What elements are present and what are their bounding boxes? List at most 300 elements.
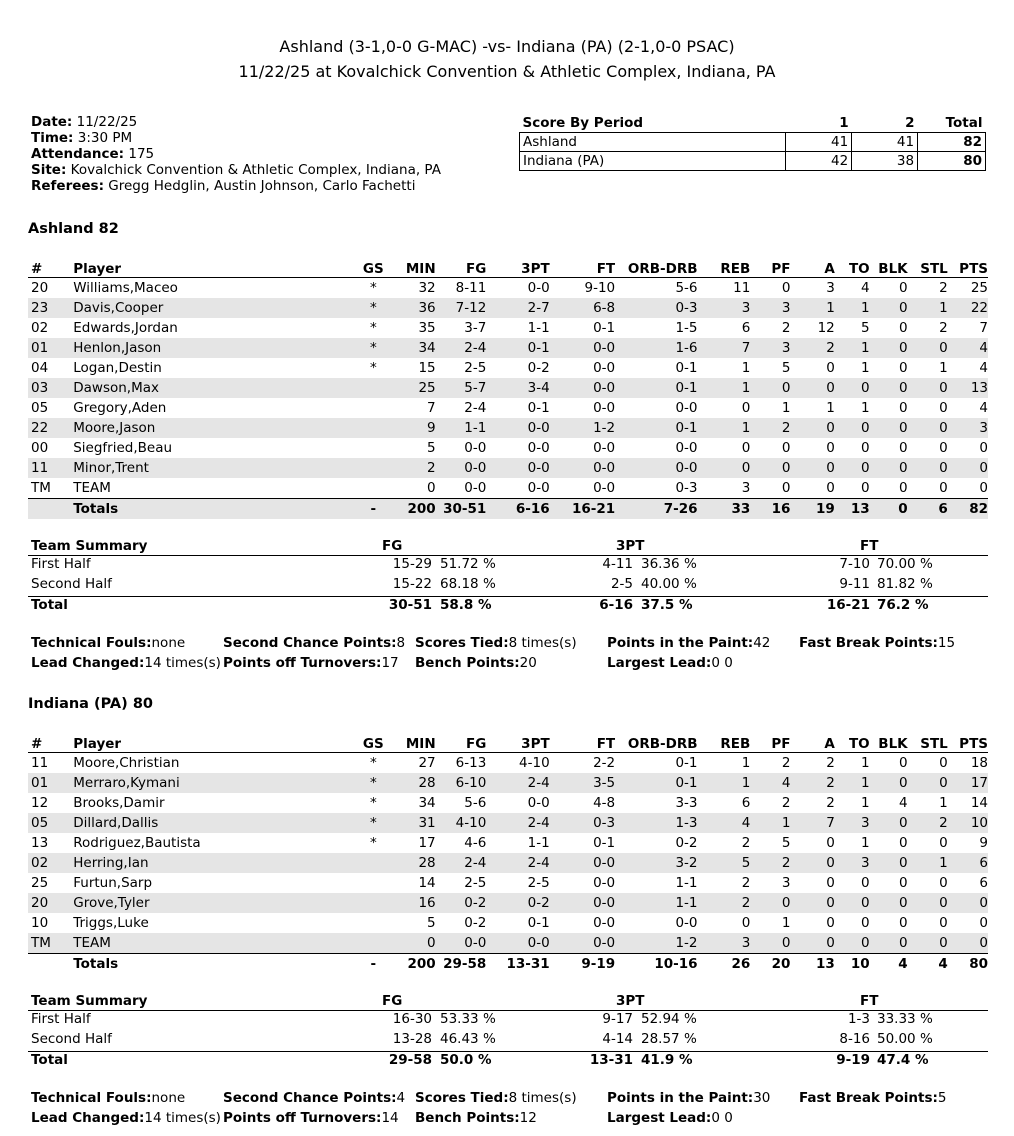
stat-cell: 4 (861, 280, 870, 296)
player-row (28, 458, 988, 478)
totals-cell: - (355, 954, 391, 975)
summary-fg: 16-30 (392, 1011, 432, 1027)
summary-fg: 30-51 (388, 597, 432, 613)
stat-cell: TEAM (73, 480, 111, 496)
stat-cell: Logan,Destin (73, 360, 162, 376)
stat-cell: 1 (939, 360, 948, 376)
player-row (28, 398, 988, 418)
stat-cell: 0-0 (486, 458, 549, 478)
fact-paint: Points in the Paint: 42 (607, 635, 771, 651)
column-header: REB (698, 260, 751, 278)
box-score-header (28, 735, 988, 753)
stat-cell: 01 (28, 338, 70, 358)
totals-row (28, 499, 988, 520)
stat-cell: 13 (31, 835, 49, 851)
stat-cell: 1 (781, 400, 791, 416)
summary-ft-pct: 47.4 % (877, 1052, 929, 1068)
stat-cell: 4 (979, 400, 988, 416)
stat-cell: 6 (741, 795, 751, 811)
stat-cell: 1 (861, 835, 870, 851)
stat-cell: 0-2 (675, 835, 698, 851)
column-header: A (790, 735, 834, 753)
stat-cell: 13 (948, 378, 988, 398)
stat-cell: 2-4 (486, 773, 549, 793)
stat-cell: 0 (750, 893, 790, 913)
stat-cell: 0-0 (527, 440, 550, 456)
summary-total-row (28, 1051, 988, 1072)
stat-cell: * (369, 755, 377, 771)
summary-3pt-pct: 40.00 % (641, 576, 697, 592)
fact-bench: Bench Points: 20 (415, 655, 537, 671)
stat-cell: 2-5 (527, 875, 550, 891)
column-header: PTS (948, 735, 988, 753)
column-header: FG (436, 260, 487, 278)
stat-cell: 1-1 (436, 418, 487, 438)
summary-fg: 13-28 (392, 1031, 432, 1047)
stat-cell: 0 (908, 773, 948, 793)
stat-cell: 28 (391, 853, 435, 873)
stat-cell: 1 (908, 853, 948, 873)
stat-cell: 3 (835, 813, 870, 833)
totals-cell: Totals (70, 954, 355, 975)
totals-cell: 6-16 (486, 499, 549, 520)
team-heading-ashland: Ashland 82 (28, 221, 119, 237)
summary-half-row (28, 1031, 988, 1051)
team-summary-indiana (28, 993, 988, 1072)
stat-cell: 0-1 (486, 338, 549, 358)
summary-fg-pct: 58.8 % (440, 597, 492, 613)
stat-cell: 0 (870, 893, 908, 913)
stat-cell: 2 (750, 853, 790, 873)
stat-cell: 1-2 (615, 933, 697, 954)
stat-cell: 1 (861, 400, 870, 416)
stat-cell: 32 (418, 280, 436, 296)
stat-cell: 5 (861, 320, 870, 336)
fact-second-chance: Second Chance Points: 8 (223, 635, 406, 651)
stat-cell: * (369, 795, 377, 811)
player-row (28, 278, 988, 299)
stat-cell: 3 (750, 298, 790, 318)
column-header: TO (835, 260, 870, 278)
totals-cell: 9-19 (550, 954, 615, 975)
stat-cell: 0 (908, 378, 948, 398)
column-header: Player (70, 260, 355, 278)
stat-cell: 6-8 (550, 298, 615, 318)
summary-3pt: 4-11 (602, 556, 633, 572)
totals-cell: 10 (835, 954, 870, 975)
stat-cell: 2 (826, 795, 835, 811)
stat-cell: 28 (391, 773, 435, 793)
stat-cell: 0 (741, 400, 751, 416)
stat-cell: 25 (391, 378, 435, 398)
player-row (28, 793, 988, 813)
summary-fg-header: FG (382, 538, 403, 554)
column-header: ORB-DRB (615, 260, 697, 278)
stat-cell: 5-6 (464, 795, 487, 811)
stat-cell: 3-7 (464, 320, 487, 336)
stat-cell: Herring,Ian (70, 853, 355, 873)
column-header: Player (70, 735, 355, 753)
summary-ft-pct: 76.2 % (877, 597, 929, 613)
stat-cell: 0-0 (436, 458, 487, 478)
totals-cell: 16-21 (550, 499, 615, 520)
stat-cell: 2 (790, 773, 834, 793)
summary-ft-pct: 33.33 % (877, 1011, 933, 1027)
stat-cell: 2 (908, 813, 948, 833)
totals-cell: 16 (750, 499, 790, 520)
player-row (28, 913, 988, 933)
stat-cell (355, 853, 391, 873)
player-row (28, 753, 988, 774)
summary-fg-pct: 68.18 % (440, 576, 496, 592)
stat-cell: 0-3 (615, 298, 697, 318)
summary-label: Second Half (31, 576, 112, 592)
stat-cell: 0 (861, 875, 870, 891)
player-row (28, 833, 988, 853)
stat-cell: 14 (970, 795, 988, 811)
summary-half-row (28, 1011, 988, 1031)
stat-cell: 3-5 (550, 773, 615, 793)
stat-cell: 1-1 (527, 320, 550, 336)
column-header: GS (355, 260, 391, 278)
stat-cell: 0-0 (486, 418, 549, 438)
column-header: BLK (870, 260, 908, 278)
stat-cell: TM (31, 480, 51, 496)
column-header: ORB-DRB (615, 735, 697, 753)
stat-cell: 02 (28, 853, 70, 873)
column-header: BLK (870, 735, 908, 753)
stat-cell: 0 (939, 875, 948, 891)
stat-cell: Davis,Cooper (70, 298, 355, 318)
stat-cell: 0 (908, 418, 948, 438)
stat-cell: 0-1 (615, 378, 697, 398)
stat-cell: 0 (899, 835, 908, 851)
totals-cell: 30-51 (436, 499, 487, 520)
stat-cell: 6-13 (455, 755, 487, 771)
stat-cell: 02 (31, 320, 49, 336)
stat-cell: 27 (418, 755, 436, 771)
totals-cell: 0 (870, 499, 908, 520)
stat-cell (355, 438, 391, 458)
stat-cell: 0-0 (436, 933, 487, 954)
stat-cell: 16 (391, 893, 435, 913)
summary-ft-pct: 50.00 % (877, 1031, 933, 1047)
box-score-header (28, 260, 988, 278)
player-row (28, 873, 988, 893)
totals-cell: 20 (750, 954, 790, 975)
column-header: FG (436, 735, 487, 753)
stat-cell: 0 (861, 915, 870, 931)
totals-cell: 33 (698, 499, 751, 520)
stat-cell: 7 (790, 813, 834, 833)
player-row (28, 853, 988, 873)
stat-cell: 03 (28, 378, 70, 398)
stat-cell: 1 (835, 338, 870, 358)
fact-fast-break: Fast Break Points: 15 (799, 635, 956, 651)
summary-fg-pct: 50.0 % (440, 1052, 492, 1068)
stat-cell: 0 (750, 458, 790, 478)
stat-cell: 2 (741, 875, 751, 891)
stat-cell: 0 (750, 933, 790, 954)
summary-3pt-header: 3PT (616, 538, 645, 554)
stat-cell: 22 (948, 298, 988, 318)
stat-cell: 0 (870, 298, 908, 318)
stat-cell: 2-4 (486, 813, 549, 833)
stat-cell: 0 (790, 378, 834, 398)
totals-cell: 4 (870, 954, 908, 975)
stat-cell: 1 (741, 755, 751, 771)
totals-cell: - (355, 499, 391, 520)
player-row (28, 438, 988, 458)
column-header: 3PT (486, 260, 549, 278)
stat-cell: 0 (826, 360, 835, 376)
game-subtitle: 11/22/25 at Kovalchick Convention & Athletic Complex, Indiana, PA (238, 62, 776, 81)
fact-technical-fouls: Technical Fouls: none (31, 1090, 186, 1106)
stat-cell: 1-1 (615, 893, 697, 913)
summary-ft: 9-19 (836, 1052, 870, 1068)
stat-cell: 0 (741, 440, 751, 456)
fact-lead-changed: Lead Changed: 14 times(s) (31, 655, 221, 671)
stat-cell: 0-0 (675, 400, 698, 416)
stat-cell: 15 (418, 360, 436, 376)
stat-cell: 0-0 (527, 280, 550, 296)
stat-cell: 4 (899, 795, 908, 811)
column-header: 3PT (486, 735, 549, 753)
column-header: STL (908, 260, 948, 278)
stat-cell: * (355, 338, 391, 358)
column-header: TO (835, 735, 870, 753)
stat-cell: 7 (979, 320, 988, 336)
stat-cell: 1 (790, 298, 834, 318)
stat-cell: 5 (781, 835, 791, 851)
fact-bench: Bench Points: 12 (415, 1110, 537, 1126)
stat-cell: 0 (835, 458, 870, 478)
stat-cell: Gregory,Aden (73, 400, 167, 416)
stat-cell: 1-3 (615, 813, 697, 833)
player-row (28, 378, 988, 398)
stat-cell: 0-3 (550, 813, 615, 833)
fact-scores-tied: Scores Tied: 8 times(s) (415, 1090, 577, 1106)
stat-cell: 1 (741, 360, 751, 376)
stat-cell: 0 (939, 480, 948, 496)
stat-cell (355, 478, 391, 499)
summary-ft: 16-21 (826, 597, 870, 613)
summary-label: First Half (31, 1011, 91, 1027)
stat-cell: 5 (427, 440, 436, 456)
column-header: MIN (391, 260, 435, 278)
summary-3pt-pct: 36.36 % (641, 556, 697, 572)
stat-cell: 0-0 (675, 440, 698, 456)
stat-cell: 0-0 (550, 853, 615, 873)
stat-cell: TEAM (70, 933, 355, 954)
stat-cell: 0 (939, 915, 948, 931)
stat-cell: 0 (899, 755, 908, 771)
summary-label: First Half (31, 556, 91, 572)
stat-cell: 4-10 (436, 813, 487, 833)
column-header: PF (750, 735, 790, 753)
player-row (28, 933, 988, 954)
stat-cell: 0-0 (593, 480, 616, 496)
stat-cell: 0 (908, 933, 948, 954)
column-header: PTS (948, 260, 988, 278)
stat-cell: 0-0 (593, 875, 616, 891)
stat-cell: Moore,Christian (73, 755, 180, 771)
summary-ft: 7-10 (839, 556, 870, 572)
stat-cell: 8-11 (455, 280, 487, 296)
stat-cell (355, 893, 391, 913)
fact-scores-tied: Scores Tied: 8 times(s) (415, 635, 577, 651)
stat-cell: 1 (781, 915, 791, 931)
stat-cell: 0 (908, 893, 948, 913)
stat-cell: 1 (835, 773, 870, 793)
totals-cell: 82 (948, 499, 988, 520)
stat-cell: 0 (899, 360, 908, 376)
summary-ft-header: FT (860, 993, 879, 1009)
stat-cell: 34 (391, 338, 435, 358)
score-by-period-title: Score By Period (520, 114, 786, 133)
column-header: MIN (391, 735, 435, 753)
stat-cell: 05 (31, 400, 49, 416)
stat-cell: 0 (939, 755, 948, 771)
stat-cell: 0-1 (615, 418, 697, 438)
column-header: # (28, 735, 70, 753)
stat-cell: 0 (899, 480, 908, 496)
column-header: GS (355, 735, 391, 753)
stat-cell: * (369, 360, 377, 376)
stat-cell: 0 (790, 458, 834, 478)
game-title: Ashland (3-1,0-0 G-MAC) -vs- Indiana (PA) (2-1,0-0 PSAC) (279, 37, 735, 56)
stat-cell: * (355, 298, 391, 318)
stat-cell: 12 (31, 795, 49, 811)
column-header: A (790, 260, 834, 278)
stat-cell (355, 378, 391, 398)
stat-cell: 3 (835, 853, 870, 873)
stat-cell: 04 (31, 360, 49, 376)
stat-cell: 11 (733, 280, 751, 296)
stat-cell: 0-1 (527, 915, 550, 931)
stat-cell: 31 (391, 813, 435, 833)
stat-cell: 0 (899, 320, 908, 336)
column-header: PF (750, 260, 790, 278)
box-score-table-ashland (28, 260, 988, 519)
stat-cell: 0 (870, 773, 908, 793)
stat-cell: * (369, 280, 377, 296)
totals-cell: 7-26 (615, 499, 697, 520)
stat-cell: 0 (781, 280, 791, 296)
summary-fg: 29-58 (388, 1052, 432, 1068)
stat-cell: 4 (750, 773, 790, 793)
stat-cell: * (369, 835, 377, 851)
summary-ft: 9-11 (839, 576, 870, 592)
stat-cell: 1 (861, 755, 870, 771)
summary-ft-header: FT (860, 538, 879, 554)
stat-cell: 0 (899, 875, 908, 891)
stat-cell: 0-0 (550, 378, 615, 398)
stat-cell: Dillard,Dallis (70, 813, 355, 833)
stat-cell: 1-1 (675, 875, 698, 891)
stat-cell: 0-0 (486, 933, 549, 954)
totals-row (28, 954, 988, 975)
stat-cell: 0 (826, 875, 835, 891)
summary-label: Total (31, 597, 68, 613)
player-row (28, 298, 988, 318)
stat-cell: Henlon,Jason (70, 338, 355, 358)
summary-fg: 15-29 (392, 556, 432, 572)
stat-cell: 0-0 (527, 480, 550, 496)
stat-cell: 0 (835, 893, 870, 913)
stat-cell: 0 (899, 915, 908, 931)
summary-fg-pct: 53.33 % (440, 1011, 496, 1027)
stat-cell: 3 (750, 338, 790, 358)
stat-cell: Furtun,Sarp (73, 875, 153, 891)
stat-cell: 2-4 (486, 853, 549, 873)
stat-cell: 3 (826, 280, 835, 296)
totals-cell (28, 954, 70, 975)
stat-cell: 2 (790, 338, 834, 358)
stat-cell: 0 (908, 458, 948, 478)
player-row (28, 813, 988, 833)
stat-cell: 36 (391, 298, 435, 318)
stat-cell: 00 (31, 440, 49, 456)
stat-cell: 3-3 (675, 795, 698, 811)
team-summary-ashland (28, 538, 988, 617)
stat-cell: Merraro,Kymani (70, 773, 355, 793)
stat-cell: Williams,Maceo (73, 280, 178, 296)
stat-cell: 6 (979, 875, 988, 891)
summary-3pt-pct: 28.57 % (641, 1031, 697, 1047)
stat-cell: 3 (698, 933, 751, 954)
totals-cell: 13 (835, 499, 870, 520)
fact-lead-changed: Lead Changed: 14 times(s) (31, 1110, 221, 1126)
summary-ft-pct: 70.00 % (877, 556, 933, 572)
stat-cell: 2 (781, 755, 791, 771)
stat-cell: 0 (948, 458, 988, 478)
stat-cell: 0 (835, 418, 870, 438)
summary-3pt: 9-17 (602, 1011, 633, 1027)
stat-cell: 0-1 (527, 400, 550, 416)
summary-label: Total (31, 1052, 68, 1068)
stat-cell: 2-5 (464, 875, 487, 891)
player-row (28, 893, 988, 913)
totals-cell (28, 499, 70, 520)
stat-cell: * (369, 320, 377, 336)
stat-cell: 0-0 (615, 458, 697, 478)
stat-cell: 1 (939, 795, 948, 811)
stat-cell: 0 (835, 933, 870, 954)
stat-cell: 1 (861, 360, 870, 376)
summary-ft: 1-3 (847, 1011, 870, 1027)
stat-cell: TM (28, 933, 70, 954)
stat-cell: 0 (826, 480, 835, 496)
summary-3pt-pct: 41.9 % (641, 1052, 693, 1068)
player-row (28, 773, 988, 793)
stat-cell: 0-2 (527, 360, 550, 376)
summary-label: Second Half (31, 1031, 112, 1047)
stat-cell: Triggs,Luke (73, 915, 149, 931)
stat-cell: 0-0 (550, 458, 615, 478)
stat-cell: 12 (817, 320, 835, 336)
stat-cell: 0 (939, 400, 948, 416)
stat-cell: * (355, 773, 391, 793)
player-row (28, 418, 988, 438)
stat-cell: 0 (826, 835, 835, 851)
stat-cell: 0-0 (593, 440, 616, 456)
stat-cell (355, 933, 391, 954)
stat-cell: 2-4 (436, 338, 487, 358)
stat-cell (355, 873, 391, 893)
stat-cell: 5 (698, 853, 751, 873)
stat-cell: 6 (741, 320, 751, 336)
